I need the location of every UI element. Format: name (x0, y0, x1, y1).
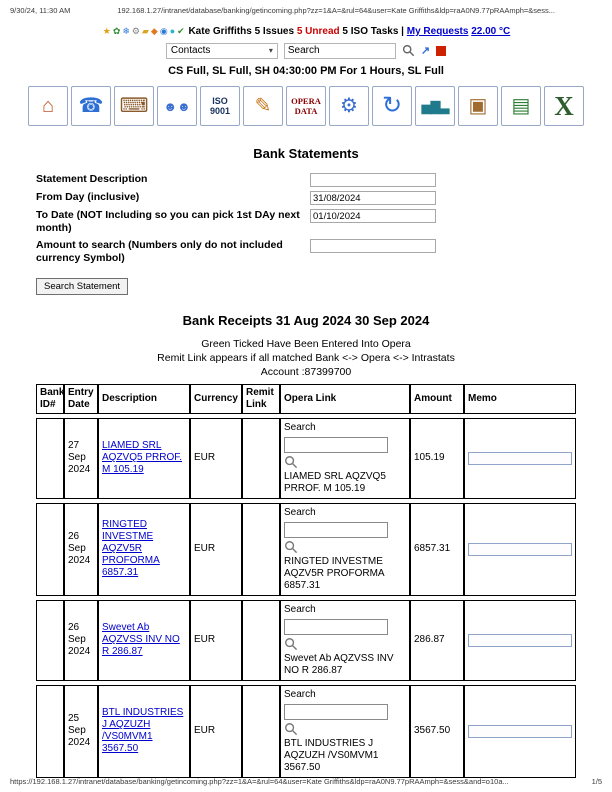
form-row (36, 239, 456, 265)
memo-cell (464, 418, 576, 499)
entry-date-cell: 26 Sep 2024 (64, 600, 98, 681)
column-header-remit-link: Remit Link (242, 384, 280, 414)
description-cell (98, 600, 190, 681)
check-icon[interactable]: ✔ (177, 26, 185, 36)
bank-id-cell (36, 503, 64, 596)
remit-link-cell (242, 503, 280, 596)
magnifier-icon[interactable] (284, 637, 298, 651)
opera-match-text: LIAMED SRL AQZVQ5 PRROF. M 105.19 (284, 470, 386, 494)
app-icon-toolbar (0, 86, 612, 126)
temperature-link[interactable]: 22.00 °C (471, 26, 511, 37)
to-date-input[interactable] (310, 209, 436, 223)
amount-search-input[interactable] (310, 239, 436, 253)
column-header-amount: Amount (410, 384, 464, 414)
column-header-entry-date: Entry Date (64, 384, 98, 414)
opera-search-input[interactable] (284, 437, 388, 453)
diamond-icon[interactable]: ◆ (150, 26, 158, 36)
column-header-memo: Memo (464, 384, 576, 414)
phone-icon[interactable]: ☎ (71, 86, 111, 126)
memo-cell (464, 503, 576, 596)
statement-description-input[interactable] (310, 173, 436, 187)
opera-match-text: BTL INDUSTRIES J AQZUZH /VS0MVM1 3567.50 (284, 737, 379, 773)
magnifier-icon[interactable] (284, 540, 298, 554)
print-page-indicator: 1/5 (591, 777, 602, 786)
column-header-opera-link: Opera Link (280, 384, 410, 414)
capacity-status-line: CS Full, SL Full, SH 04:30:00 PM For 1 Hours, SL Full (168, 65, 444, 77)
amount-cell: 6857.31 (410, 503, 464, 596)
opera-link-cell (280, 503, 410, 596)
unread-count[interactable]: 5 Unread (296, 26, 340, 37)
opera-match-text: RINGTED INVESTME AQZV5R PROFORMA 6857.31 (284, 555, 385, 591)
print-datetime: 9/30/24, 11:30 AM (10, 6, 71, 15)
user-name: Kate Griffiths (188, 26, 252, 37)
bank-receipts-title: Bank Receipts 31 Aug 2024 30 Sep 2024 (182, 312, 430, 328)
table-row (36, 685, 576, 778)
bank-id-cell (36, 418, 64, 499)
memo-input[interactable] (468, 543, 572, 556)
search-icon[interactable] (402, 44, 415, 57)
magnifier-icon[interactable] (284, 455, 298, 469)
from-day-label: From Day (inclusive) (36, 191, 140, 203)
snowflake-icon[interactable]: ❄ (122, 26, 130, 36)
print-header (10, 6, 602, 15)
refresh-icon[interactable]: ↻ (372, 86, 412, 126)
memo-input[interactable] (468, 634, 572, 647)
books-icon[interactable]: ▤ (501, 86, 541, 126)
form-row (36, 209, 456, 235)
magnifier-icon[interactable] (284, 722, 298, 736)
opera-search-label: Search (284, 603, 316, 615)
remit-link-cell (242, 685, 280, 778)
currency-cell: EUR (190, 685, 242, 778)
statement-description-label: Statement Description (36, 173, 148, 185)
currency-cell: EUR (190, 600, 242, 681)
entry-date-cell: 26 Sep 2024 (64, 503, 98, 596)
opera-search-input[interactable] (284, 704, 388, 720)
form-row (36, 191, 456, 205)
form-row (36, 173, 456, 187)
statement-search-form (36, 173, 456, 266)
stop-icon[interactable] (436, 46, 446, 56)
entry-date-cell: 25 Sep 2024 (64, 685, 98, 778)
table-row (36, 600, 576, 681)
description-link[interactable]: LIAMED SRL AQZVQ5 PRROF. M 105.19 (102, 440, 183, 475)
column-header-description: Description (98, 384, 190, 414)
search-input[interactable] (284, 43, 396, 59)
memo-cell (464, 600, 576, 681)
description-cell (98, 418, 190, 499)
opera-search-label: Search (284, 421, 316, 433)
receipts-note-remit: Remit Link appears if all matched Bank <-> Opera <-> Intrastats (157, 351, 455, 364)
opera-match-text: Swevet Ab AQZVSS INV NO R 286.87 (284, 652, 394, 676)
star-icon[interactable]: ★ (102, 26, 111, 36)
iso-tasks-count[interactable]: 5 ISO Tasks | (342, 26, 404, 37)
from-day-input[interactable] (310, 191, 436, 205)
target-icon[interactable]: ◉ (159, 26, 168, 36)
description-cell (98, 503, 190, 596)
people-icon[interactable]: ☻☻ (157, 86, 197, 126)
amount-cell: 105.19 (410, 418, 464, 499)
chevron-down-icon: ▾ (268, 46, 273, 55)
cash-register-icon[interactable]: ⌨ (114, 86, 154, 126)
remit-link-cell (242, 600, 280, 681)
column-header-currency: Currency (190, 384, 242, 414)
memo-input[interactable] (468, 725, 572, 738)
to-date-label: To Date (NOT Including so you can pick 1st DAy next month) (36, 209, 300, 235)
print-header-url: 192.168.1.27/intranet/database/banking/getincoming.php?zz=1&A=&rul=64&user=Kate Griffiths&ldp=raA0N9.77pRAAmph=&sess... (117, 6, 555, 15)
dot-icon[interactable]: ● (169, 26, 176, 36)
folder-icon[interactable]: ▰ (141, 26, 149, 36)
issues-count[interactable]: 5 Issues (254, 26, 295, 37)
description-link[interactable]: BTL INDUSTRIES J AQZUZH /VS0MVM1 3567.50 (102, 707, 184, 754)
flower-icon[interactable]: ✿ (112, 26, 121, 36)
opera-search-label: Search (284, 506, 316, 518)
memo-input[interactable] (468, 452, 572, 465)
opera-search-label: Search (284, 688, 316, 700)
receipts-note-opera: Green Ticked Have Been Entered Into Opera (201, 337, 411, 350)
bank-id-cell (36, 685, 64, 778)
currency-cell: EUR (190, 503, 242, 596)
remit-link-cell (242, 418, 280, 499)
print-footer-url: https://192.168.1.27/intranet/database/banking/getincoming.php?zz=1&A=&rul=64&user=Kate Griffiths&ldp=raA0N9.77pRAAmph=&sess&and=o10a... (10, 777, 509, 786)
external-link-icon[interactable]: ↗ (420, 45, 431, 57)
my-requests-link[interactable]: My Requests (406, 26, 469, 37)
excel-icon[interactable]: X (544, 86, 584, 126)
currency-cell: EUR (190, 418, 242, 499)
amount-search-label: Amount to search (Numbers only do not included currency Symbol) (36, 239, 283, 265)
search-statement-button[interactable]: Search Statement (36, 278, 128, 295)
iso-9001-icon[interactable]: ISO 9001 (200, 86, 240, 126)
account-number: Account :87399700 (260, 365, 352, 378)
table-row (36, 503, 576, 596)
table-row (36, 418, 576, 499)
package-icon[interactable]: ▣ (458, 86, 498, 126)
entry-date-cell: 27 Sep 2024 (64, 418, 98, 499)
search-row (0, 42, 612, 59)
contacts-select[interactable] (166, 43, 278, 59)
description-link[interactable]: Swevet Ab AQZVSS INV NO R 286.87 (102, 622, 180, 657)
home-icon[interactable]: ⌂ (28, 86, 68, 126)
contacts-select-label: Contacts (170, 45, 211, 56)
topbar (0, 26, 612, 37)
print-footer (10, 777, 602, 786)
opera-link-cell (280, 600, 410, 681)
opera-link-cell (280, 418, 410, 499)
memo-cell (464, 685, 576, 778)
description-cell (98, 685, 190, 778)
opera-search-input[interactable] (284, 522, 388, 538)
chart-icon[interactable]: ▅▇▃ (415, 86, 455, 126)
description-link[interactable]: RINGTED INVESTME AQZV5R PROFORMA 6857.31 (102, 519, 160, 578)
opera-link-cell (280, 685, 410, 778)
table-header-row (36, 384, 576, 414)
bank-statements-title: Bank Statements (253, 146, 359, 161)
gear-icon[interactable]: ⚙ (131, 26, 140, 36)
opera-search-input[interactable] (284, 619, 388, 635)
gears-icon[interactable]: ⚙ (329, 86, 369, 126)
bank-id-cell (36, 600, 64, 681)
notes-icon[interactable]: ✎ (243, 86, 283, 126)
opera-data-icon[interactable]: OPERA DATA (286, 86, 326, 126)
amount-cell: 3567.50 (410, 685, 464, 778)
amount-cell: 286.87 (410, 600, 464, 681)
column-header-bank-id: Bank ID# (36, 384, 64, 414)
receipts-table (36, 384, 576, 778)
